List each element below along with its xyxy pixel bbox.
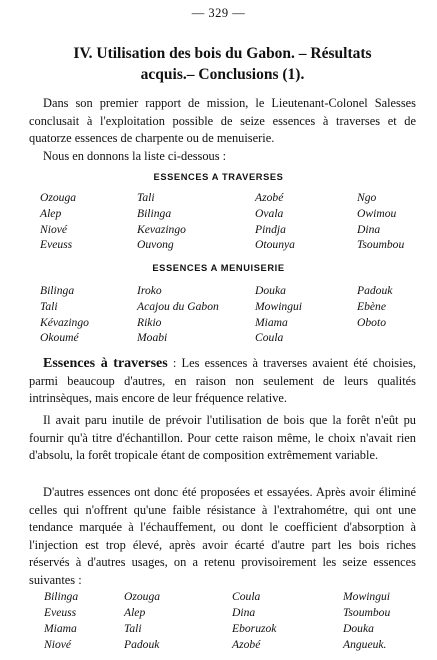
species-name: Douka [343,621,374,635]
traverses-text: : Les essences à traverses avaient été choisies, parmi beaucoup d'autres, en raison non seulement de leurs qualités intrinsèques, mais encore de leur fréquence relative. [29,356,416,406]
species-name: Azobé [232,637,261,651]
species-name: Padouk [124,637,160,651]
species-name: Alep [40,206,62,220]
species-name: Owimou [357,206,397,220]
species-name: Bilinga [40,284,75,297]
species-name: Eboruzok [232,621,277,635]
traverses-subtitle: ESSENCES A TRAVERSES [153,172,284,182]
menuiserie-subtitle: ESSENCES A MENUISERIE [152,263,285,273]
species-name: Miama [44,621,77,635]
intro-paragraph [29,95,416,148]
species-name: Alep [124,605,146,619]
species-name: Ozouga [40,191,77,204]
species-name: Dina [357,222,381,236]
section-heading-line-2: acquis.– Conclusions (1). [140,66,305,83]
species-name: Niové [40,222,68,236]
species-name: Ozouga [124,590,161,603]
species-name: Tali [137,191,155,204]
species-name: Oboto [357,315,386,329]
species-name: Kevazingo [137,222,186,236]
species-name: Niové [44,637,72,651]
species-name: Kévazingo [40,315,89,329]
species-name: Acajou du Gabon [137,299,219,313]
page-number: — 329 — [191,6,246,20]
species-name: Azobé [255,191,284,204]
species-name: Ovala [255,206,284,220]
intro-list-lead [29,148,416,166]
species-name: Bilinga [44,590,79,603]
species-name: Padouk [357,284,393,297]
intro-text: Dans son premier rapport de mission, le Lieutenant-Colonel Salesses conclusait à l'exploitation possible de seize essences à traverses et de quatorze essences de charpente ou de menuiserie. [29,96,416,146]
sample-text: Il avait paru inutile de prévoir l'utilisation de bois que la forêt n'eût pu fournir qu'à titre d'échantillon. Pour cette raison même, le choix n'avait rien d'absolu, la forêt tropicale étant de composition extrêmement variable. [29,413,416,463]
species-name: Tsoumbou [343,605,391,619]
selection-paragraph [29,484,416,590]
species-name: Douka [255,284,286,297]
species-name: Miama [255,315,288,329]
final-species-list [44,589,414,653]
species-name [357,330,417,346]
section-heading-line-1: IV. Utilisation des bois du Gabon. – Résultats [73,45,372,62]
section-heading [30,43,415,85]
species-name: Iroko [137,284,162,297]
species-name: Mowingui [343,590,391,603]
species-name: Eveuss [40,238,73,252]
species-name: Mowingui [255,299,303,313]
menuiserie-species-list [40,283,410,346]
species-name: Angueuk. [343,637,387,651]
species-name: Bilinga [137,206,172,220]
intro-list-lead-text: Nous en donnons la liste ci-dessous : [43,149,227,163]
species-name: Tali [40,299,58,313]
species-name: Ngo [357,191,377,204]
species-name: Rikio [137,315,162,329]
species-name: Coula [255,331,284,345]
traverses-species-list [40,190,410,253]
species-name: Moabi [137,331,168,345]
species-name: Coula [232,590,261,603]
traverses-paragraph [29,355,416,408]
sample-paragraph [29,412,416,465]
species-name: Ouvong [137,238,174,252]
species-name: Okoumé [40,331,79,345]
species-name: Otounya [255,238,295,252]
species-name: Ebène [357,299,386,313]
species-name: Tsoumbou [357,238,405,252]
species-name: Pindja [255,222,286,236]
species-name: Dina [232,605,256,619]
selection-text: D'autres essences ont donc été proposées et essayées. Après avoir éliminé celles qui n'offrent qu'une faible résistance à l'extrahométre, qui ont une tendance marquée à l'échauffement, ou dont le coefficient d'absorption à l'injection est trop élevé, après avoir écarté d'autre part les bois riches réservés à d'autres usages, on a retenu provisoirement les seize essences suivantes : [29,485,416,587]
species-name: Tali [124,621,142,635]
species-name: Eveuss [44,605,77,619]
traverses-lead: Essences à traverses [43,356,168,371]
